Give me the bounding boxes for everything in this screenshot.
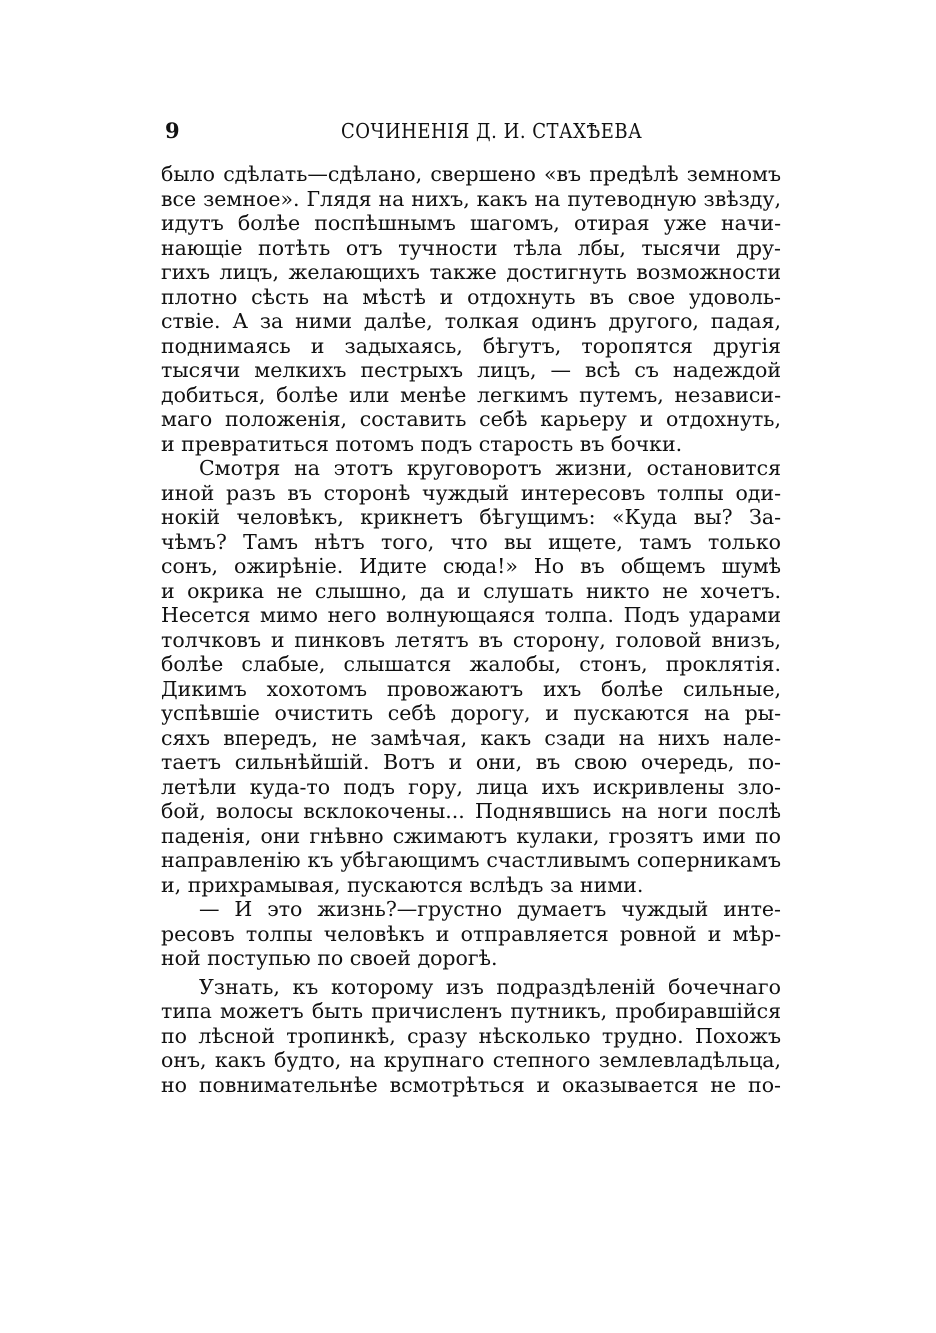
paragraph [161,162,781,456]
text-line: поднимаясь и задыхаясь, бѣгутъ, торопятся другiя [161,333,781,358]
text-line: Несется мимо него волнующаяся толпа. Подъ ударами [161,603,781,627]
text-line: паденiя, они гнѣвно сжимаютъ кулаки, грозятъ ими по [161,823,781,848]
text-line: ресовъ толпы человѣкъ и отправляется ровной и мѣр- [161,921,781,946]
text-line: по лѣсной тропинкѣ, сразу нѣсколько трудно. Похожъ [161,1023,781,1048]
text-line: типа можетъ быть причисленъ путникъ, пробиравшiйся [161,999,781,1023]
text-line: ной поступью по своей дорогѣ. [161,946,498,970]
text-line: ствiе. А за ними далѣе, толкая одинъ другого, падая, [161,309,781,333]
page-number: 9 [165,118,180,143]
text-line: но повнимательнѣе всмотрѣться и оказывается не по- [161,1072,781,1097]
text-line: Дикимъ хохотомъ провожаютъ ихъ болѣе сильные, [161,676,781,701]
text-line: чѣмъ? Тамъ нѣтъ того, что вы ищете, тамъ только [161,529,781,554]
text-line: гихъ лицъ, желающихъ также достигнуть возможности [161,260,781,284]
paragraph [161,456,781,897]
text-line: нокiй человѣкъ, крикнетъ бѣгущимъ: «Куда вы? За- [161,505,781,529]
text-line: все земное». Глядя на нихъ, какъ на путеводную звѣзду, [161,186,781,211]
page-header [161,116,777,146]
text-line: иной разъ въ сторонѣ чуждый интересовъ толпы оди- [161,480,781,505]
text-line: тысячи мелкихъ пестрыхъ лицъ, — всѣ съ надеждой [161,358,781,382]
text-line: Узнать, къ которому изъ подраздѣленiй бочечнаго [199,974,781,999]
text-line: сонъ, ожирѣнiе. Идите сюда!» Но въ общемъ шумѣ [161,554,781,578]
text-line: бой, волосы всклокочены... Поднявшись на ноги послѣ [161,799,781,823]
text-line: успѣвшiе очистить себѣ дорогу, и пускаются на ры- [161,701,781,725]
text-line: маго положенiя, составить себѣ карьеру и отдохнуть, [161,407,781,431]
body-text [161,162,781,1097]
paragraph [161,975,781,1098]
text-line: болѣе слабые, слышатся жалобы, стонъ, проклятiя. [161,652,781,676]
text-line: направленiю къ убѣгающимъ счастливымъ соперникамъ [161,848,781,872]
text-line: и превратиться потомъ подъ старость въ бочки. [161,431,683,456]
text-line: толчковъ и пинковъ летятъ въ сторону, головой внизъ, [161,627,781,652]
text-line: летѣли куда-то подъ гору, лица ихъ искривлены зло- [161,774,781,799]
text-line: добиться, болѣе или менѣе легкимъ путемъ, независи- [161,382,781,407]
text-line: Смотря на этотъ круговоротъ жизни, остановится [199,456,781,480]
text-line: плотно сѣсть на мѣстѣ и отдохнуть въ свое удоволь- [161,284,781,309]
text-line: нающiе потѣть отъ тучности тѣла лбы, тысячи дру- [161,235,781,260]
running-title: СОЧИНЕНIЯ Д. И. СТАХѢЕВА [341,119,643,144]
text-line: и, прихрамывая, пускаются вслѣдъ за ними. [161,872,644,897]
text-line: идутъ болѣе поспѣшнымъ шагомъ, отирая уже начи- [161,211,781,235]
paragraph [161,897,781,971]
text-line: сяхъ впередъ, не замѣчая, какъ сзади на нихъ нале- [161,725,781,750]
text-line: было сдѣлать—сдѣлано, свершено «въ предѣлѣ земномъ [161,162,781,186]
text-line: — И это жизнь?—грустно думаетъ чуждый инте- [199,897,781,921]
text-line: онъ, какъ будто, на крупнаго степного землевладѣльца, [161,1048,781,1072]
text-line: и окрика не слышно, да и слушать никто не хочетъ. [161,578,781,603]
text-line: таетъ сильнѣйшiй. Вотъ и они, въ свою очередь, по- [161,750,781,774]
